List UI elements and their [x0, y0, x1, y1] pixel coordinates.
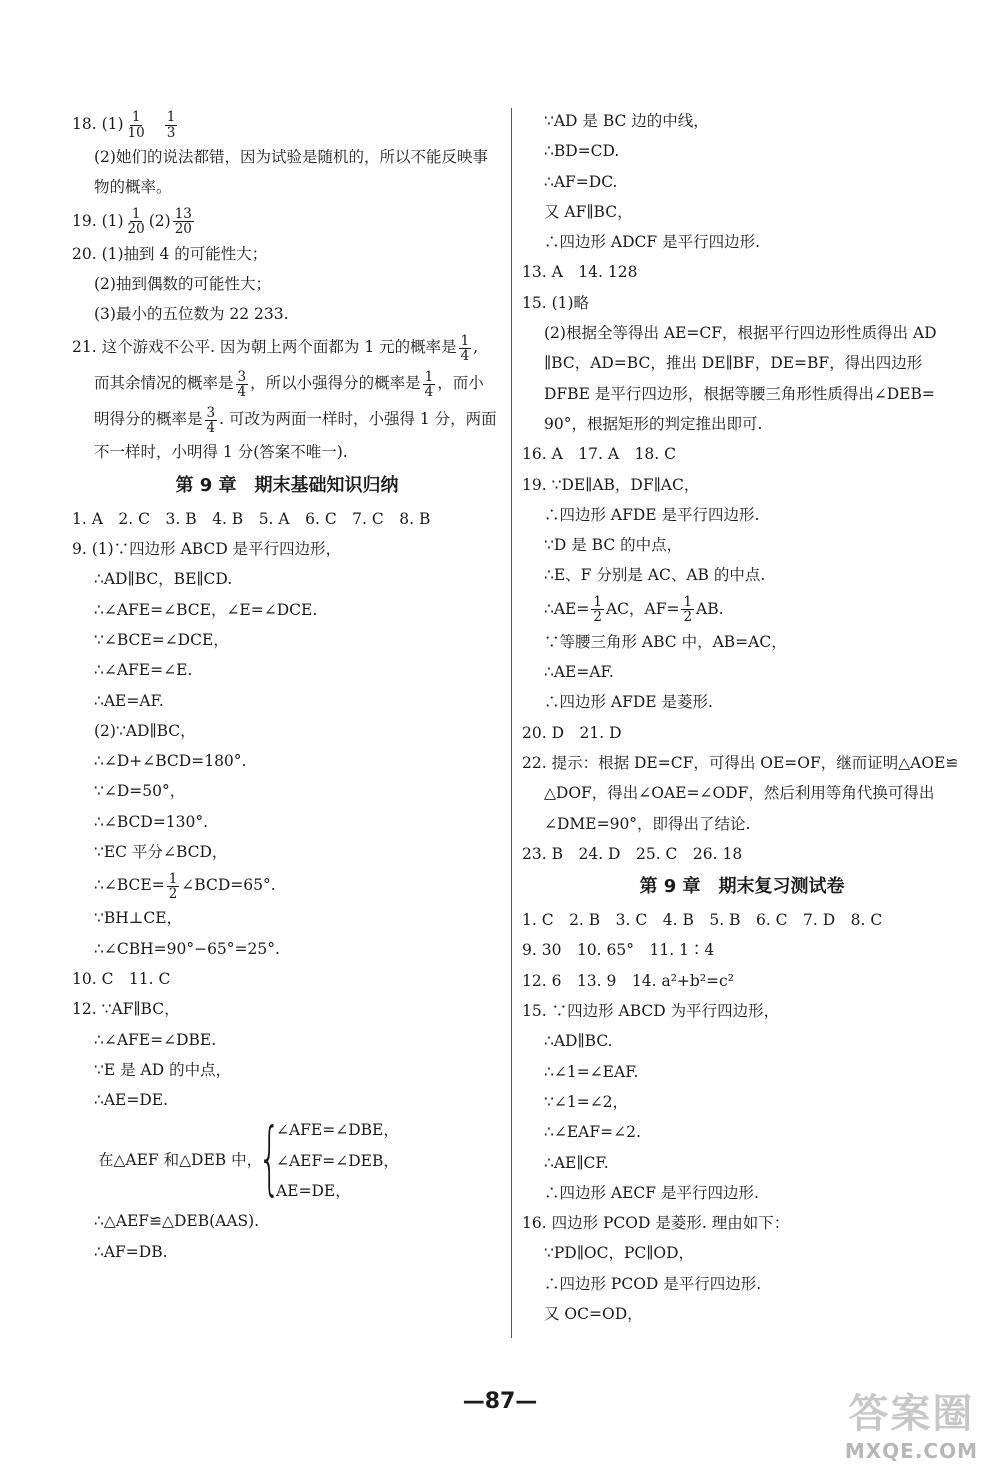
answer-line: 不一样时，小明得 1 分(答案不唯一). [94, 443, 348, 462]
answer-line: ∴AE=DE. [94, 1091, 169, 1110]
line-text: ，所以小强得分的概率是 [250, 374, 421, 393]
left-brace: { [258, 1111, 281, 1205]
answer-line: 12. 6 13. 9 14. a²+b²=c² [522, 971, 734, 990]
column-divider [511, 108, 512, 1338]
answer-line: 9. 30 10. 65° 11. 1∶4 [522, 941, 715, 960]
fraction [167, 872, 180, 901]
section-heading: 第 9 章 期末复习测试卷 [639, 876, 845, 898]
answer-line: ∴∠BCD=130°. [94, 812, 209, 831]
answer-line: ∵等腰三角形 ABC 中，AB=AC， [544, 632, 787, 651]
answer-line [72, 401, 502, 437]
answer-line: ∵BH⊥CE， [94, 909, 183, 928]
fraction [591, 595, 604, 624]
answer-line: ∴四边形 AFDE 是平行四边形. [544, 505, 760, 524]
answer-line: 10. C 11. C [72, 969, 171, 988]
fraction-numerator: 1 [166, 109, 176, 126]
fraction-denominator: 4 [206, 419, 216, 436]
line-text: 18. (1) [72, 115, 124, 133]
answer-line: ∴AD∥BC，BE∥CD. [94, 570, 233, 589]
fraction-denominator: 4 [237, 383, 247, 400]
answer-line: (2)她们的说法都错，因为试验是随机的，所以不能反映事 [94, 148, 488, 166]
answer-line: 23. B 24. D 25. C 26. 18 [522, 844, 743, 863]
answer-line: 20. (1)抽到 4 的可能性大； [72, 244, 268, 263]
line-text: 明得分的概率是 [94, 410, 203, 429]
answer-line: (2)根据全等得出 AE=CF，根据平行四边形性质得出 AD [544, 324, 937, 343]
answer-line: ∴E、F 分别是 AC、AB 的中点. [544, 566, 766, 585]
brace-conditions [276, 1115, 399, 1206]
answer-line: (3)最小的五位数为 22 233. [94, 305, 289, 324]
condition-line: ∠AEF=∠DEB， [276, 1151, 399, 1170]
fraction-denominator: 10 [127, 124, 145, 141]
line-text: 21. 这个游戏不公平. 因为朝上两个面都为 1 元的概率是 [72, 338, 457, 357]
answer-line: ∴∠1=∠EAF. [544, 1062, 639, 1081]
answer-line: 9. (1)∵四边形 ABCD 是平行四边形， [72, 540, 342, 559]
fraction-denominator: 2 [683, 609, 693, 626]
watermark-text: 答案圈 [848, 1391, 975, 1437]
answer-line: ∵EC 平分∠BCD， [94, 843, 228, 862]
answer-line: 15. (1)略 [522, 293, 590, 312]
fraction-numerator: 3 [237, 368, 247, 385]
answer-line: ∴∠AFE=∠BCE，∠E=∠DCE. [94, 600, 318, 619]
fraction-numerator: 1 [131, 109, 141, 126]
fraction-denominator: 3 [166, 124, 176, 141]
answer-line: (2)∵AD∥BC， [94, 721, 196, 740]
answer-line: ∴AF=DC. [544, 172, 618, 191]
brace-label: 在△AEF 和△DEB 中， [98, 1151, 263, 1170]
answer-line: 16. 四边形 PCOD 是菱形. 理由如下： [522, 1214, 790, 1233]
answer-line: ∴BD=CD. [544, 142, 620, 161]
answer-line: 12. ∵AF∥BC， [72, 1000, 180, 1019]
condition-line: ∠AFE=∠DBE， [276, 1121, 399, 1140]
answer-line: △DOF，得出∠OAE=∠ODF，然后利用等角代换可得出 [544, 784, 935, 803]
answer-line: 1. C 2. B 3. C 4. B 5. B 6. C 7. D 8. C [522, 911, 883, 930]
section-heading: 第 9 章 期末基础知识归纳 [175, 474, 399, 496]
line-text: 而其余情况的概率是 [94, 374, 234, 393]
answer-line: 1. A 2. C 3. B 4. B 5. A 6. C 7. C 8. B [72, 509, 431, 528]
answer-line: ∠DME=90°，即得出了结论. [544, 814, 751, 833]
answer-line [72, 329, 502, 365]
answer-line [72, 867, 502, 903]
fraction [126, 110, 147, 139]
answer-line: ∴四边形 AECF 是平行四边形. [544, 1183, 759, 1202]
answer-line: ∵∠D=50°， [94, 782, 186, 801]
fraction-denominator: 20 [174, 221, 192, 238]
fraction-denominator: 2 [593, 609, 602, 626]
answer-line: (2)抽到偶数的可能性大； [94, 274, 271, 293]
answer-line: ∴AE=AF. [94, 691, 164, 710]
answer-line: ∴AF=DB. [94, 1242, 168, 1261]
answer-line [72, 203, 502, 239]
answer-line [72, 106, 502, 142]
answer-line: 又 AF∥BC， [544, 202, 633, 221]
answer-line: ∵D 是 BC 的中点， [544, 536, 683, 555]
answer-line [72, 365, 502, 401]
fraction-numerator: 1 [460, 332, 470, 349]
answer-line: 13. A 14. 128 [522, 263, 638, 282]
answer-line [522, 591, 962, 627]
congruence-system [72, 1111, 502, 1206]
answer-line: ∥BC，AD=BC，推出 DE∥BF，DE=BF，得出四边形 [544, 354, 923, 373]
watermark-url: MXQE.COM [844, 1439, 978, 1463]
condition-line: AE=DE， [276, 1182, 351, 1201]
line-text: ∠BCD=65°. [181, 876, 276, 895]
fraction [126, 207, 147, 236]
answer-line: 又 OC=OD， [544, 1304, 643, 1323]
fraction-numerator: 1 [683, 594, 693, 611]
answer-line: 物的概率。 [94, 178, 172, 197]
fraction-numerator: 3 [206, 404, 216, 421]
answer-line: ∴AE∥CF. [544, 1153, 609, 1172]
line-text: (2) [148, 211, 171, 230]
answer-line: DFBE 是平行四边形，根据等腰三角形性质得出∠DEB= [544, 384, 935, 403]
fraction-numerator: 13 [174, 205, 192, 222]
answer-line: ∵∠1=∠2， [544, 1092, 629, 1111]
fraction-numerator: 1 [168, 870, 178, 887]
fraction-denominator: 20 [127, 221, 145, 238]
line-text: , [473, 338, 479, 357]
answer-line: 19. ∵DE∥AB，DF∥AC， [522, 475, 700, 494]
fraction [681, 595, 694, 624]
right-column [522, 106, 962, 1329]
left-column [72, 106, 502, 1267]
answer-line: ∴∠D+∠BCD=180°. [94, 752, 247, 771]
answer-line: ∵PD∥OC，PC∥OD， [544, 1244, 695, 1263]
answer-line: ∵E 是 AD 的中点， [94, 1060, 232, 1079]
line-text: ，而小 [437, 374, 484, 393]
answer-line: ∵AD 是 BC 边的中线， [544, 112, 709, 130]
watermark-logo [845, 1382, 978, 1463]
fraction-numerator: 1 [131, 205, 141, 222]
fraction-denominator: 2 [168, 885, 178, 902]
fraction [423, 370, 436, 399]
answer-line: ∴四边形 PCOD 是平行四边形. [544, 1274, 762, 1293]
answer-line: ∴△AEF≌△DEB(AAS). [94, 1212, 260, 1231]
answer-line: ∴四边形 AFDE 是菱形. [544, 693, 713, 712]
fraction-numerator: 1 [593, 594, 602, 611]
fraction [173, 207, 194, 236]
answer-line: 15. ∵四边形 ABCD 为平行四边形， [522, 1002, 780, 1021]
line-text: ∴AE= [544, 599, 590, 618]
answer-line: ∴四边形 ADCF 是平行四边形. [544, 233, 761, 252]
line-text: ∴∠BCE= [94, 876, 165, 895]
answer-line: ∵∠BCE=∠DCE， [94, 630, 229, 649]
answer-line: ∴AD∥BC. [544, 1032, 613, 1051]
fraction [459, 334, 472, 363]
page-number: —87— [462, 1389, 538, 1414]
answer-line: 22. 提示：根据 DE=CF，可得出 OE=OF，继而证明△AOE≌ [522, 753, 959, 772]
answer-line: ∴AE=AF. [544, 663, 614, 682]
line-text: . 可改为两面一样时，小强得 1 分，两面 [219, 410, 497, 429]
answer-line: 90°，根据矩形的判定推出即可. [544, 414, 763, 433]
answer-line: ∴∠AFE=∠E. [94, 661, 193, 680]
answer-line: 16. A 17. A 18. C [522, 445, 676, 464]
answer-line: ∴∠CBH=90°−65°=25°. [94, 939, 280, 958]
fraction [205, 406, 218, 435]
line-text: 19. (1) [72, 211, 124, 230]
fraction-denominator: 4 [460, 347, 470, 364]
answer-line: ∴∠EAF=∠2. [544, 1123, 641, 1142]
answer-line: 20. D 21. D [522, 723, 622, 742]
line-text: AC，AF= [605, 599, 680, 618]
answer-line: ∴∠AFE=∠DBE. [94, 1030, 217, 1049]
fraction-numerator: 1 [424, 368, 434, 385]
line-text: AB. [696, 599, 724, 618]
fraction [165, 110, 178, 139]
fraction-denominator: 4 [424, 383, 434, 400]
fraction [236, 370, 249, 399]
